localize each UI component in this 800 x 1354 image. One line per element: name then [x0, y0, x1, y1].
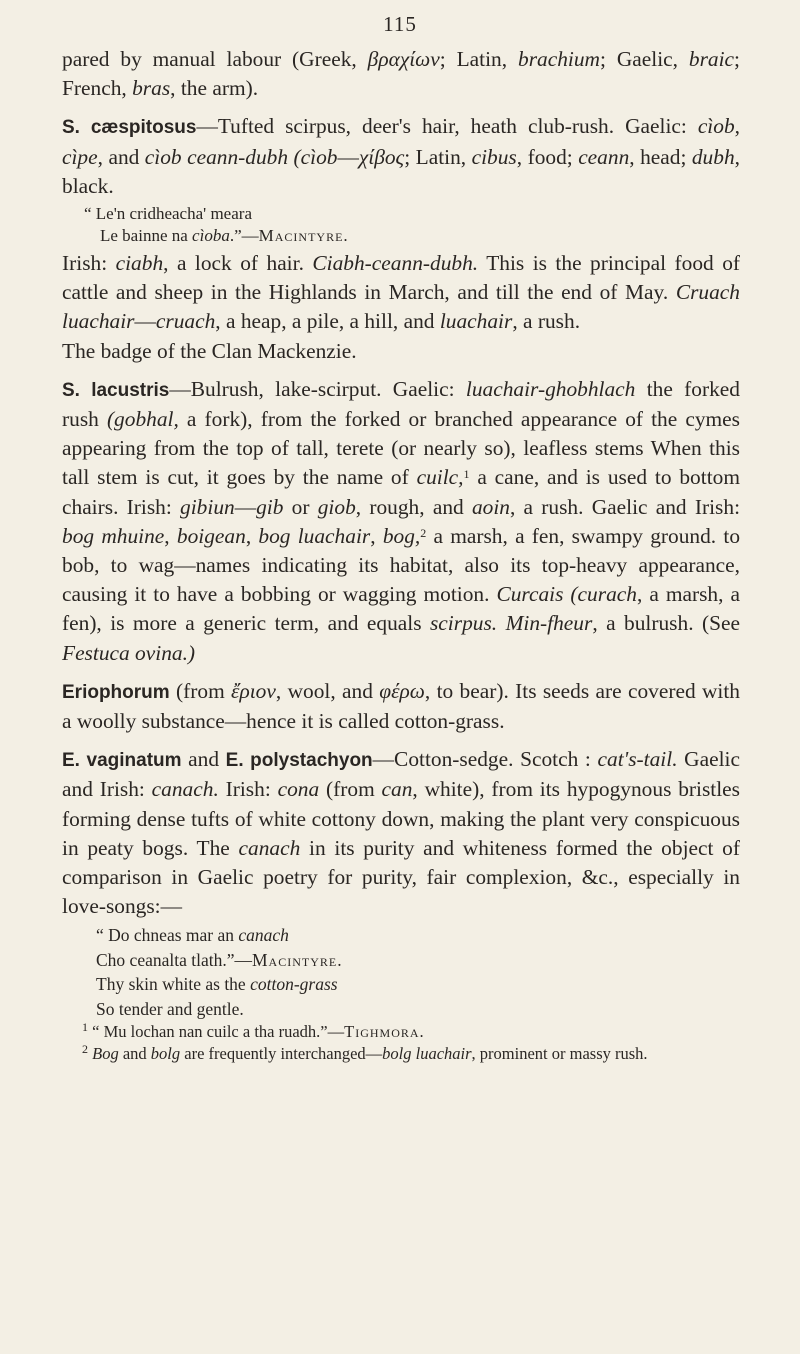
word: Curcais (curach [496, 582, 637, 607]
text: (from [169, 678, 232, 703]
text: This is the principal food of cattle and sheep in the Highlands in March, and till the end of May. [62, 251, 741, 305]
text: , rough, and [355, 494, 472, 519]
verse-line: So tender and gentle. [96, 998, 244, 1019]
page-number: 115 [383, 12, 417, 36]
text: a marsh, a fen, swampy ground. to bob, to wag—names indicating its habitat, also its top-heavy appearance, causing it to have a bobbing or wagging motion. [62, 523, 741, 607]
word: Festuca ovina.) [62, 640, 196, 665]
paragraph-badge: The badge of the Clan Mackenzie. [62, 338, 357, 363]
text: , a marsh, a fen), is more a generic term, and equals [62, 582, 740, 636]
word: Min-fheur [505, 611, 593, 636]
word: bog luachair [258, 523, 371, 548]
text: pared by manual labour (Greek, [62, 47, 368, 71]
text: , wool, and [275, 678, 380, 703]
text: , [245, 523, 259, 548]
word: bolg [150, 1044, 181, 1064]
text: , black. [62, 144, 740, 198]
word: aoin [471, 494, 510, 519]
text: , a rush. [512, 309, 581, 334]
word: dubh [691, 144, 735, 169]
text: and [181, 747, 226, 772]
word: canach [238, 925, 289, 946]
entry-caespitosus [62, 112, 740, 201]
text: “ Mu lochan nan cuilc a tha ruadh.”— [88, 1022, 345, 1042]
entry-vaginatum [62, 745, 740, 921]
verse-line [62, 923, 740, 947]
paragraph-brachium [62, 45, 740, 103]
word: cuilc, [416, 465, 464, 490]
text: “ Do chneas mar an [96, 925, 239, 946]
verse-line [62, 972, 740, 996]
text: , [370, 523, 383, 548]
greek-word: ἔριον [231, 678, 276, 703]
text: .”— [229, 226, 259, 246]
text [497, 611, 505, 635]
text: the forked rush [62, 376, 740, 432]
word: cona [277, 777, 320, 802]
word: cruach [155, 309, 216, 334]
text: , to bear). Its seeds are covered with a woolly substance—hence it is called cotton-grass. [62, 678, 741, 734]
word: gibiun [180, 494, 235, 519]
word: luachair [439, 309, 513, 334]
quote-macintyre-1 [62, 203, 740, 247]
text: Irish: [218, 777, 278, 802]
word: cotton-grass [250, 974, 338, 995]
text: , [164, 523, 177, 548]
word: boigean [176, 523, 246, 548]
quote-line [62, 225, 740, 247]
greek-word: χίβος [358, 144, 405, 169]
paragraph-irish-ciabh [62, 249, 740, 337]
word: giob [317, 494, 356, 519]
text: — [134, 309, 156, 334]
verse-line [62, 948, 740, 972]
text: (from [319, 777, 382, 802]
word: bolg luachair [382, 1044, 472, 1064]
word: canach [238, 835, 301, 860]
text: —Bulrush, lake-scirput. Gaelic: [169, 376, 466, 401]
text: a cane, and is used to bottom chairs. Irish: [62, 465, 740, 519]
french-word: bras [132, 76, 171, 101]
text: Gaelic and Irish: [62, 747, 740, 802]
word: luachair-ghobhlach [465, 376, 636, 401]
word: scirpus. [429, 611, 498, 636]
word: Bog [92, 1044, 119, 1064]
quote-author: Macintyre. [251, 949, 343, 970]
text: , food; [516, 144, 579, 169]
text: ; Gaelic, [600, 47, 689, 71]
gaelic-word: braic [688, 47, 735, 71]
text: a fork), from the forked or branched appearance of the cymes appearing from the top of tall, terete (or nearly so), leafless stems When this tall stem is cut, it goes by the name of [62, 407, 740, 490]
genus-name: Eriophorum [62, 681, 170, 703]
text: —Tufted scirpus, deer's hair, heath club-rush. Gaelic: [196, 114, 698, 139]
word: cìob ceann-dubh (cìob [144, 144, 338, 169]
species-name: S. cæspitosus [62, 117, 197, 139]
word: bog, [382, 523, 421, 548]
word: cìoba [192, 226, 230, 246]
verse-macintyre-2 [62, 923, 740, 1021]
entry-lacustris [62, 375, 740, 668]
species-name: S. lacustris [62, 379, 170, 401]
text: Le bainne na [100, 226, 193, 246]
text: , [734, 114, 740, 139]
word: bog mhuine [62, 523, 165, 548]
text: —Cotton-sedge. Scotch : [372, 747, 598, 772]
text: , a bulrush. (See [592, 611, 740, 636]
footnote-ref: 1 [463, 467, 470, 482]
species-name: E. vaginatum [62, 750, 182, 772]
text: , head; [629, 144, 692, 169]
word: (gobhal, [106, 407, 179, 432]
word: ceann [578, 144, 630, 169]
text: , and [97, 144, 145, 169]
text: , a heap, a pile, a hill, and [215, 309, 440, 334]
word: cat's-tail. [597, 747, 678, 772]
text: , a rush. Gaelic and Irish: [509, 494, 741, 519]
word: cìob [697, 114, 735, 139]
greek-word: βραχίων [367, 47, 440, 71]
word: cìpe [62, 144, 98, 169]
text: ; Latin, [439, 47, 518, 71]
latin-word: brachium [518, 47, 600, 71]
footnote-number: 1 [82, 1020, 88, 1035]
page-body [62, 45, 740, 1065]
quote-author: Tighmora. [344, 1022, 425, 1042]
text: Irish: [62, 251, 116, 276]
text: , a lock of hair. [163, 251, 313, 276]
text: — [234, 494, 257, 519]
text: are frequently interchanged— [180, 1044, 383, 1064]
word: ciabh [115, 251, 164, 276]
footnote-1 [62, 1021, 740, 1043]
text: Thy skin white as the [96, 974, 251, 995]
text: and [118, 1044, 151, 1064]
text: in its purity and whiteness formed the object of comparison in Gaelic poetry for purity, fair complexion, &c., especially in love-songs:— [62, 835, 740, 919]
word: gib [256, 494, 284, 519]
text: — [337, 144, 359, 169]
footnote-number: 2 [82, 1042, 88, 1057]
text: or [283, 494, 318, 519]
text: , white), from its hypogynous bristles forming dense tufts of white cottony down, making the plant very conspicuous in peaty bogs. The [62, 777, 741, 860]
entry-eriophorum [62, 677, 740, 736]
text: Cho ceanalta tlath.”— [96, 949, 252, 970]
text: , prominent or massy rush. [471, 1044, 648, 1064]
text: ; French, [62, 47, 740, 101]
word: can [381, 777, 413, 802]
text: , the arm). [170, 76, 259, 101]
species-name: E. polystachyon [225, 750, 373, 772]
text: ; Latin, [404, 144, 472, 169]
quote-author: Macintyre. [258, 226, 349, 246]
word: canach. [151, 777, 219, 802]
word: cibus [471, 144, 517, 169]
footnote-ref: 2 [420, 525, 427, 540]
word: Cruach luachair [62, 280, 740, 334]
footnote-2 [62, 1043, 740, 1065]
word: Ciabh-ceann-dubh. [312, 251, 479, 276]
quote-line: “ Le'n cridheacha' meara [84, 204, 252, 224]
greek-word: φέρω [379, 678, 425, 703]
